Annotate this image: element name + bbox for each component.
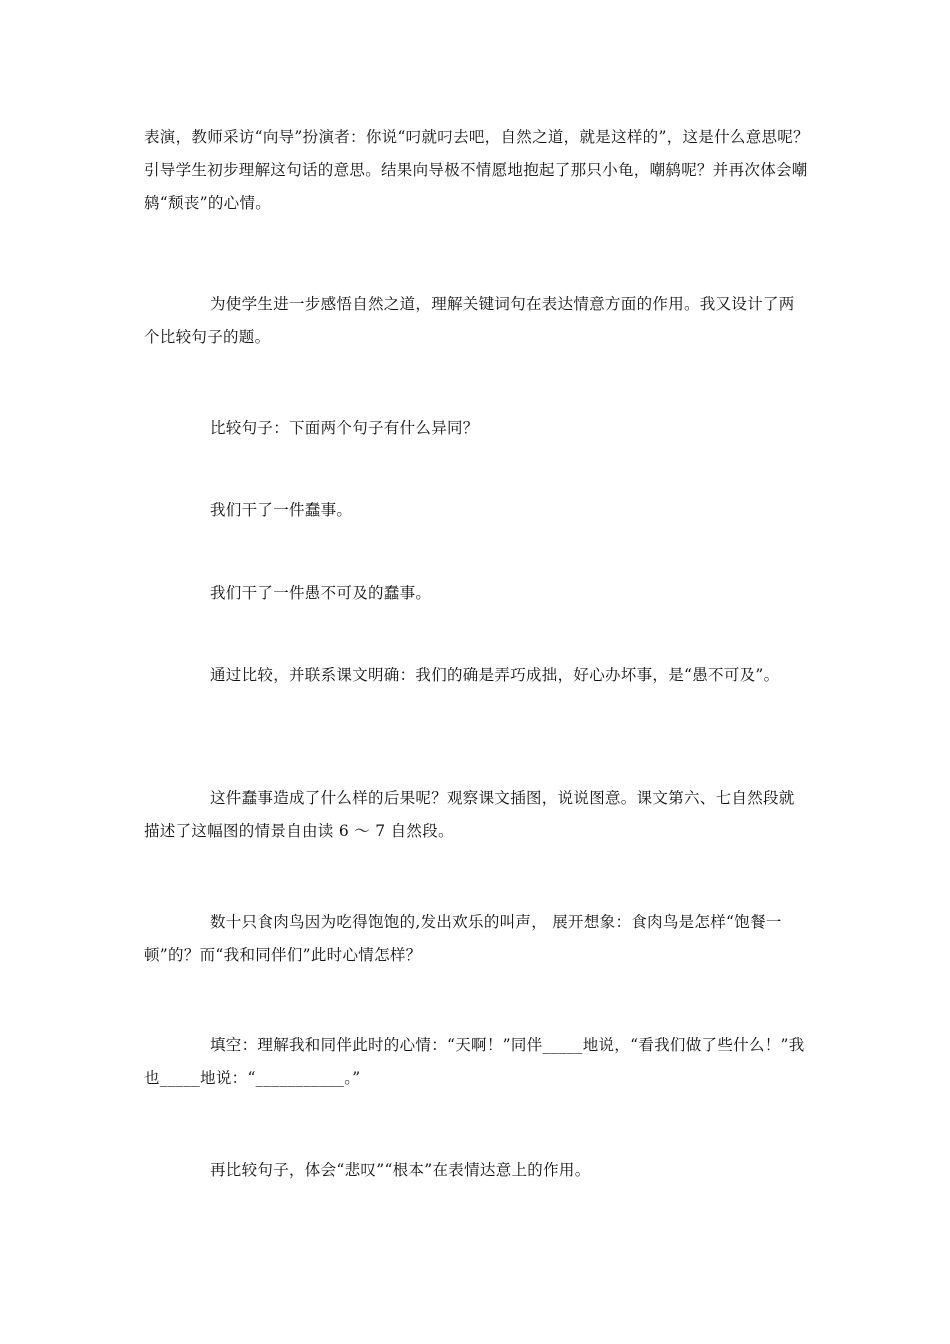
paragraph-4: 我们干了一件蠢事。 — [210, 501, 353, 519]
paragraph-5: 我们干了一件愚不可及的蠢事。 — [210, 584, 432, 602]
paragraph-3: 比较句子：下面两个句子有什么异同？ — [210, 419, 479, 437]
paragraph-2: 为使学生进一步感悟自然之道，理解关键词句在表达情意方面的作用。我又设计了两个比较句子的题。 — [144, 295, 795, 346]
paragraph-7: 这件蠢事造成了什么样的后果呢？观察课文插图，说说图意。课文第六、七自然段就描述了这幅图的情景自由读 6 ～ 7 自然段。 — [144, 789, 795, 840]
paragraph-6: 通过比较，并联系课文明确：我们的确是弄巧成拙，好心办坏事，是“愚不可及”。 — [210, 666, 780, 684]
paragraph-9: 填空：理解我和同伴此时的心情：“天啊！”同伴_____地说，“看我们做了些什么！”我也_____地说：“___________。” — [144, 1036, 805, 1087]
paragraph-10: 再比较句子，体会“悲叹”“根本”在表情达意上的作用。 — [210, 1161, 591, 1179]
paragraph-1: 表演，教师采访“向导”扮演者：你说“叼就叼去吧，自然之道，就是这样的”，这是什么意思呢？引导学生初步理解这句话的意思。结果向导极不情愿地抱起了那只小龟，嘲鸫呢？并再次体会嘲鸫“颓丧”的心情。 — [144, 128, 809, 212]
paragraph-8: 数十只食肉鸟因为吃得饱饱的,发出欢乐的叫声， 展开想象：食肉鸟是怎样“饱餐一顿”的？而“我和同伴们”此时心情怎样？ — [144, 913, 782, 964]
